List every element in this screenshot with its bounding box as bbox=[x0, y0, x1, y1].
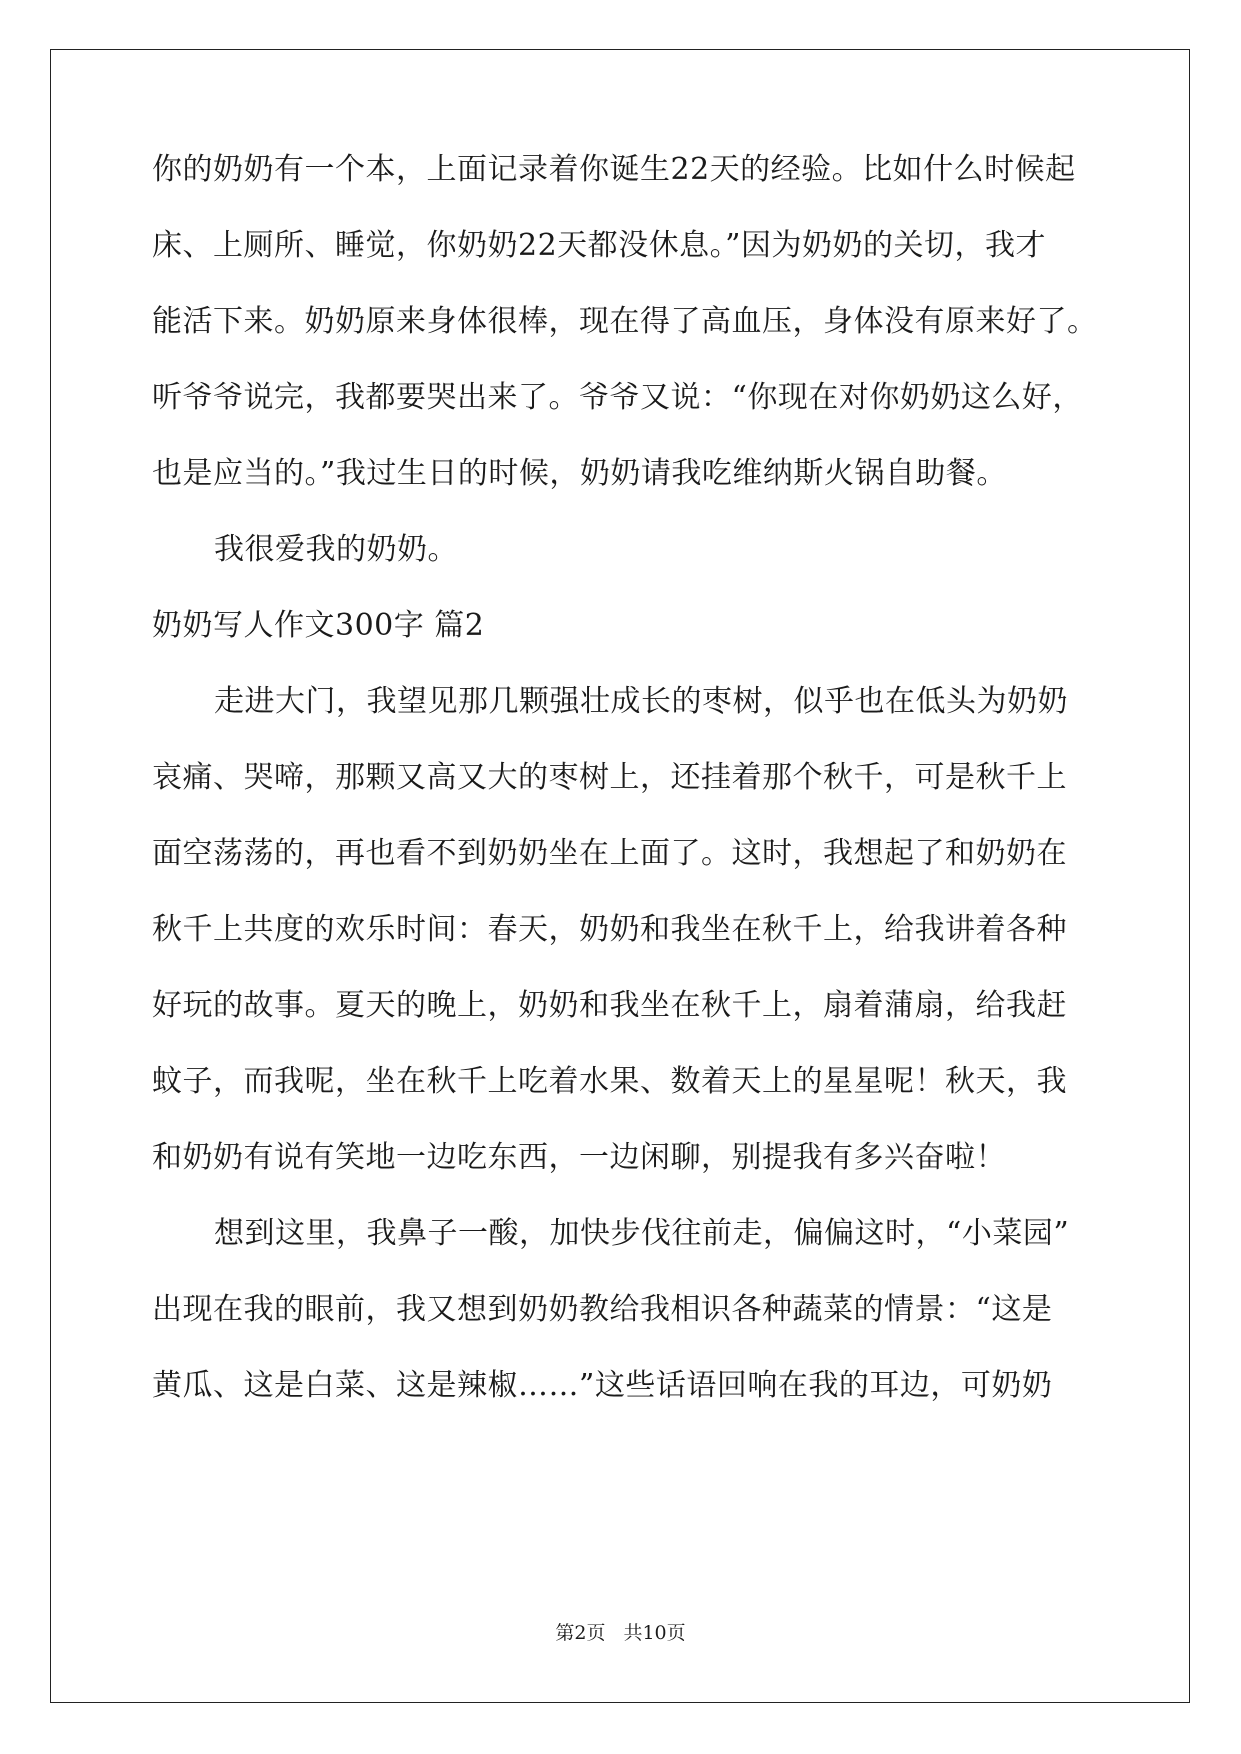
text-line: 想到这里，我鼻子一酸，加快步伐往前走，偏偏这时，“小菜园” bbox=[214, 1216, 1070, 1251]
text-line: 哀痛、哭啼，那颗又高又大的枣树上，还挂着那个秋千，可是秋千上 bbox=[152, 760, 1067, 795]
text-line: 面空荡荡的，再也看不到奶奶坐在上面了。这时，我想起了和奶奶在 bbox=[152, 836, 1067, 871]
text-line: 蚊子，而我呢，坐在秋千上吃着水果、数着天上的星星呢！秋天，我 bbox=[152, 1064, 1067, 1099]
text-line: 听爷爷说完，我都要哭出来了。爷爷又说：“你现在对你奶奶这么好， bbox=[152, 380, 1083, 415]
text-line: 好玩的故事。夏天的晚上，奶奶和我坐在秋千上，扇着蒲扇，给我赶 bbox=[152, 988, 1067, 1023]
page-border bbox=[50, 49, 1190, 1703]
text-line: 走进大门，我望见那几颗强壮成长的枣树，似乎也在低头为奶奶 bbox=[214, 684, 1068, 719]
text-line: 秋千上共度的欢乐时间：春天，奶奶和我坐在秋千上，给我讲着各种 bbox=[152, 912, 1067, 947]
text-line: 黄瓜、这是白菜、这是辣椒……”这些话语回响在我的耳边，可奶奶 bbox=[152, 1368, 1053, 1403]
text-line: 我很爱我的奶奶。 bbox=[214, 532, 458, 567]
page-number: 第2页 bbox=[555, 1622, 606, 1644]
text-line: 能活下来。奶奶原来身体很棒，现在得了高血压，身体没有原来好了。 bbox=[152, 304, 1098, 339]
text-line: 出现在我的眼前，我又想到奶奶教给我相识各种蔬菜的情景：“这是 bbox=[152, 1292, 1053, 1327]
section-heading: 奶奶写人作文300字 篇2 bbox=[152, 608, 485, 643]
text-line: 你的奶奶有一个本，上面记录着你诞生22天的经验。比如什么时候起 bbox=[152, 152, 1076, 187]
page-total: 共10页 bbox=[623, 1622, 686, 1644]
text-line: 也是应当的。”我过生日的时候，奶奶请我吃维纳斯火锅自助餐。 bbox=[152, 456, 1007, 491]
page-footer bbox=[0, 1621, 1241, 1645]
text-line: 床、上厕所、睡觉，你奶奶22天都没休息。”因为奶奶的关切，我才 bbox=[152, 228, 1047, 263]
text-line: 和奶奶有说有笑地一边吃东西，一边闲聊，别提我有多兴奋啦！ bbox=[152, 1140, 1006, 1175]
